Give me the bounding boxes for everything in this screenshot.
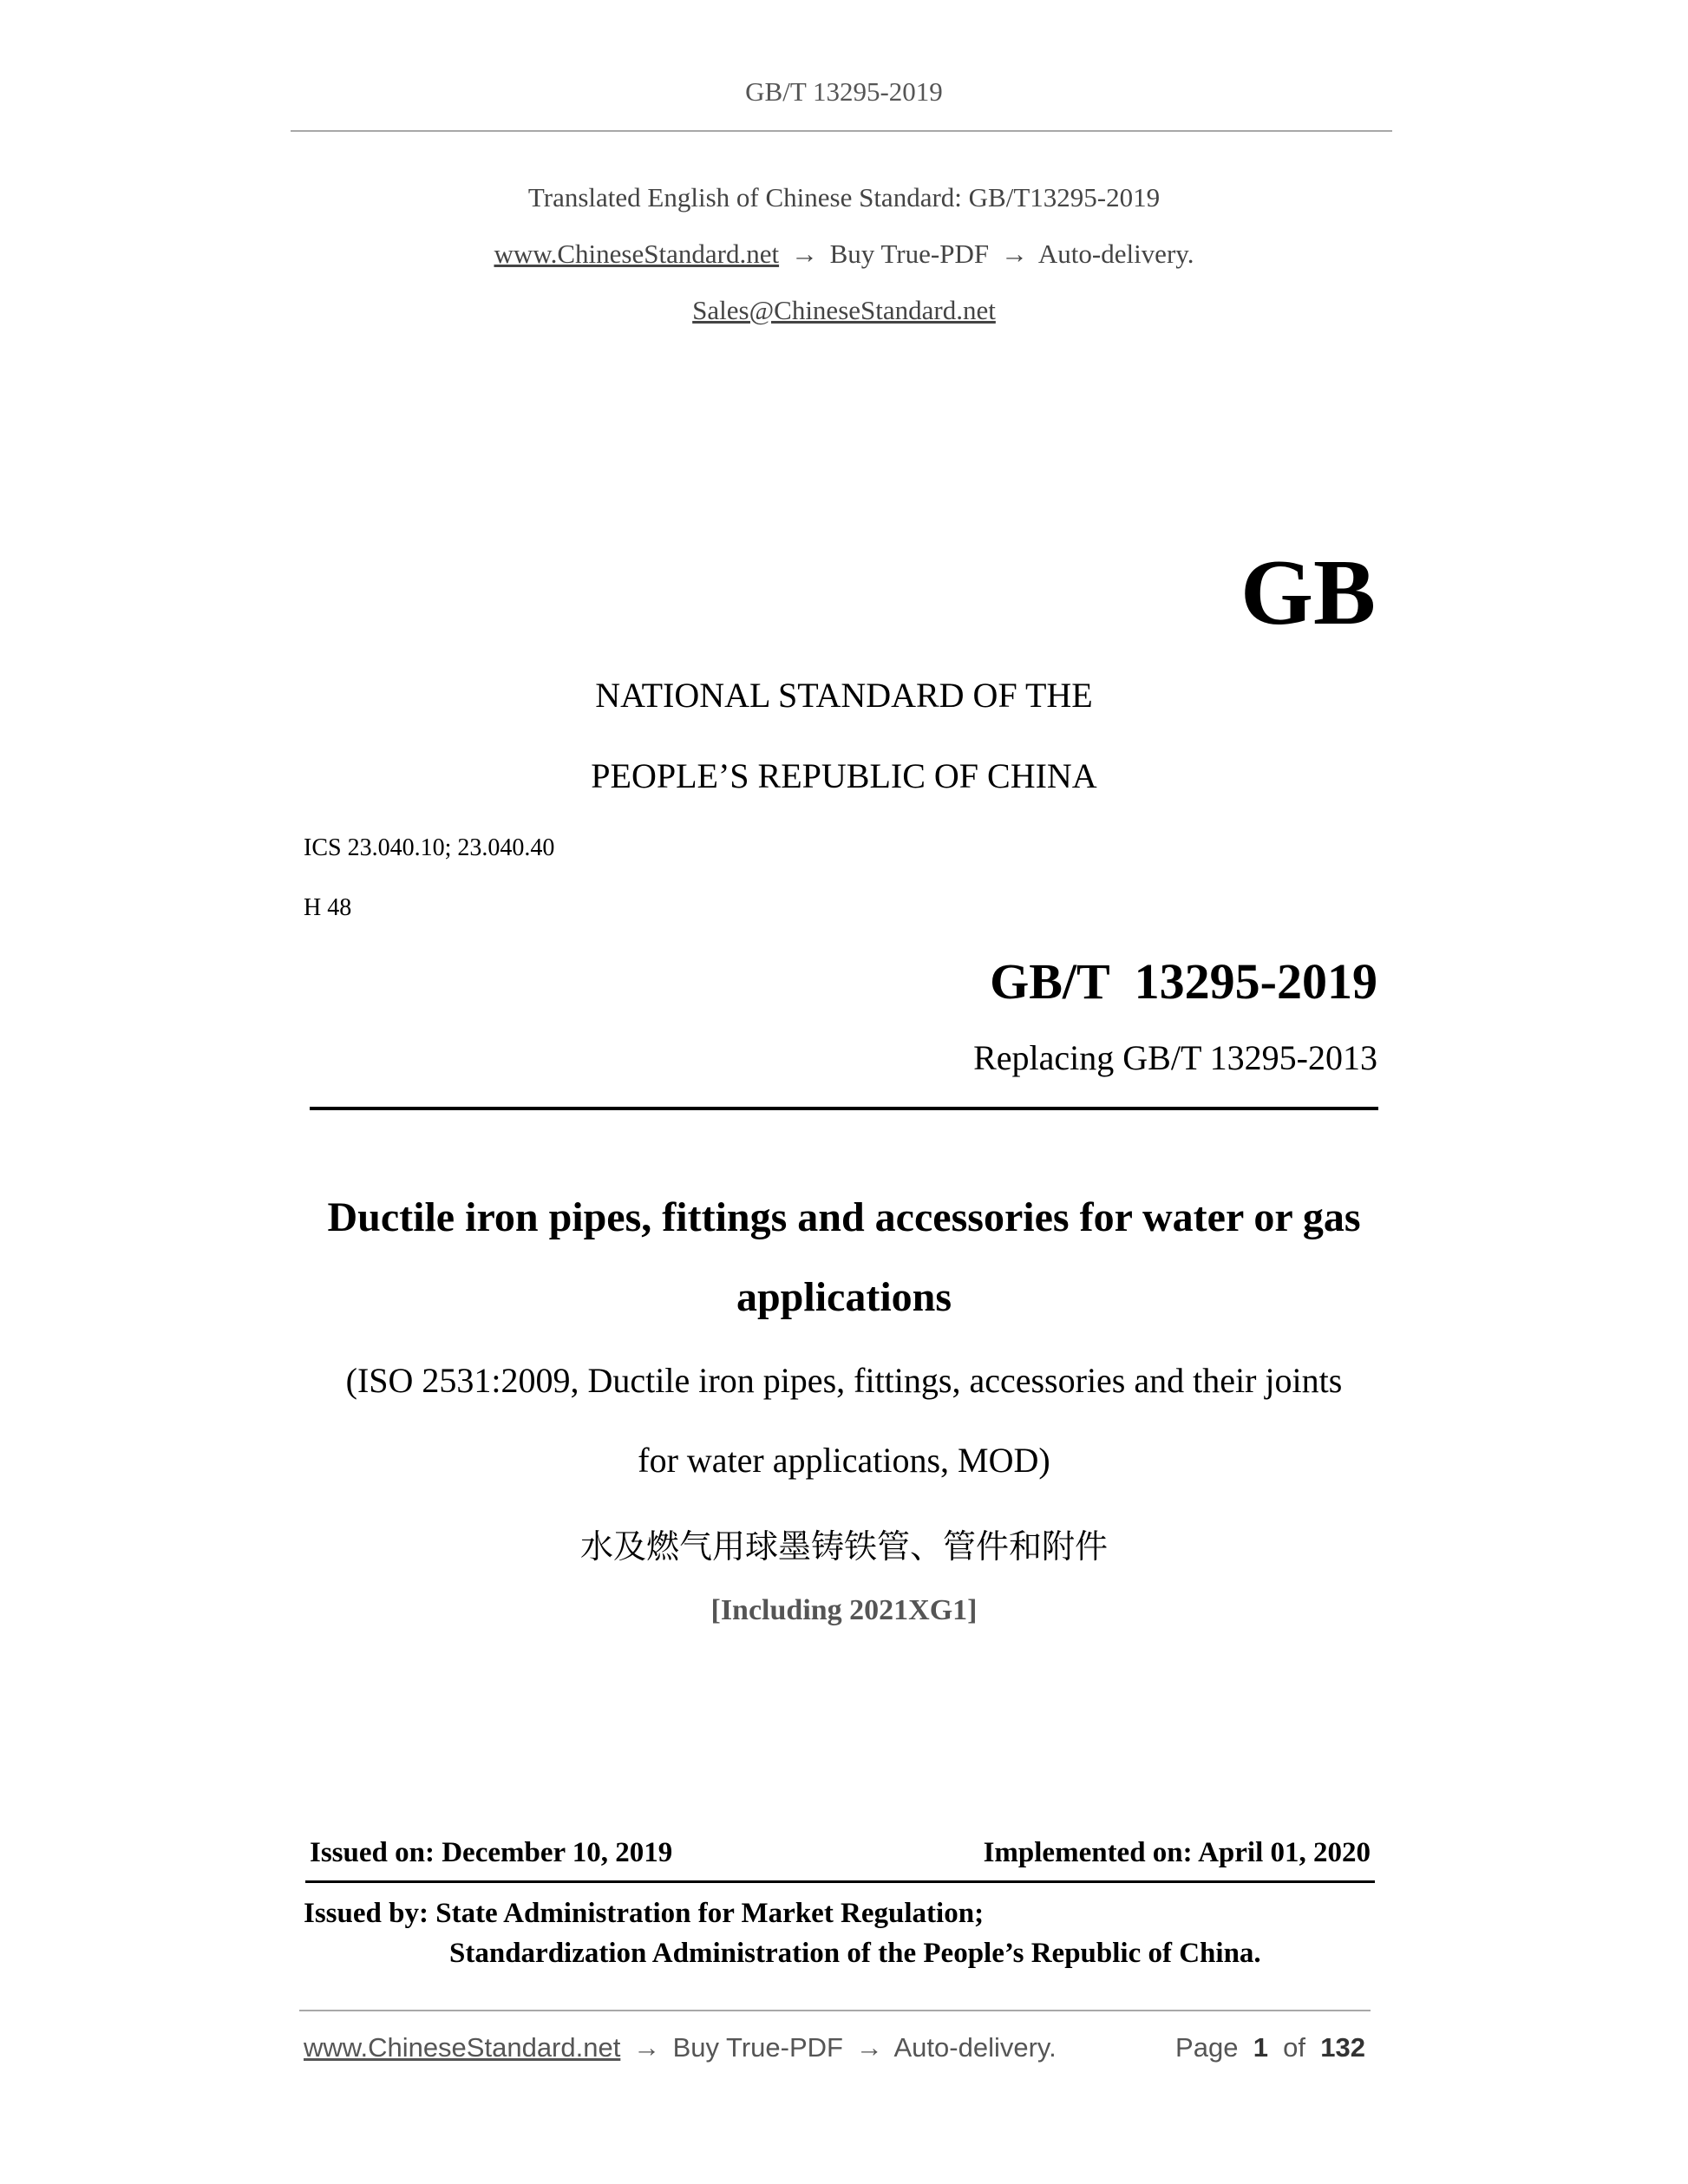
chinesestandard-link[interactable]: www.ChineseStandard.net: [494, 239, 780, 269]
dates-divider: [305, 1880, 1375, 1883]
auto-delivery-text: Auto-delivery.: [1037, 239, 1194, 269]
header-divider: [291, 130, 1392, 132]
page-label: Page: [1175, 2032, 1239, 2063]
title-divider: [310, 1107, 1378, 1110]
page-number: 1: [1253, 2032, 1268, 2063]
total-pages: 132: [1320, 2032, 1365, 2063]
footer-purchase-line: [304, 2032, 1057, 2063]
arrow-right-icon: →: [855, 2032, 883, 2063]
national-standard-line1: NATIONAL STANDARD OF THE: [595, 676, 1093, 715]
ccs-code: H 48: [304, 894, 352, 921]
footer-site-link[interactable]: www.ChineseStandard.net: [304, 2032, 621, 2063]
replacing-standard: Replacing GB/T 13295-2013: [973, 1038, 1377, 1077]
iso-reference-line2: for water applications, MOD): [638, 1441, 1050, 1480]
footer-buy-text: Buy True-PDF: [672, 2032, 843, 2063]
issued-by-line2: Standardization Administration of the People’s Republic of China.: [449, 1938, 1261, 1969]
ics-code: ICS 23.040.10; 23.040.40: [304, 834, 555, 861]
footer-divider: [299, 2010, 1371, 2011]
purchase-line: [0, 239, 1688, 270]
document-title-line1: Ductile iron pipes, fittings and accessories for water or gas: [327, 1194, 1361, 1240]
translation-notice: Translated English of Chinese Standard: GB/T13295-2019: [527, 182, 1161, 213]
issued-on-date: Issued on: December 10, 2019: [310, 1837, 673, 1868]
issued-by-line1: Issued by: State Administration for Market Regulation;: [304, 1898, 985, 1929]
standard-code: GB/T 13295-2019: [990, 953, 1377, 1010]
page-indicator: [1175, 2032, 1365, 2063]
arrow-right-icon: →: [632, 2032, 660, 2063]
national-standard-line2: PEOPLE’S REPUBLIC OF CHINA: [591, 756, 1097, 795]
sales-email-link[interactable]: Sales@ChineseStandard.net: [692, 295, 996, 325]
buy-true-pdf-text: Buy True-PDF: [829, 239, 990, 269]
iso-reference-line1: (ISO 2531:2009, Ductile iron pipes, fittings, accessories and their joints: [345, 1361, 1343, 1400]
running-header: GB/T 13295-2019: [745, 76, 943, 107]
sales-email-line: [0, 295, 1688, 326]
arrow-right-icon: →: [790, 239, 818, 269]
document-title-line2: applications: [736, 1274, 952, 1320]
amendment-note: [Including 2021XG1]: [710, 1594, 978, 1626]
implemented-on-date: Implemented on: April 01, 2020: [983, 1837, 1371, 1868]
of-label: of: [1283, 2032, 1306, 2063]
arrow-right-icon: →: [1000, 239, 1028, 269]
chinese-title: 水及燃气用球墨铸铁管、管件和附件: [579, 1527, 1108, 1566]
footer-delivery-text: Auto-delivery.: [893, 2032, 1057, 2063]
gb-mark: GB: [1240, 541, 1376, 644]
